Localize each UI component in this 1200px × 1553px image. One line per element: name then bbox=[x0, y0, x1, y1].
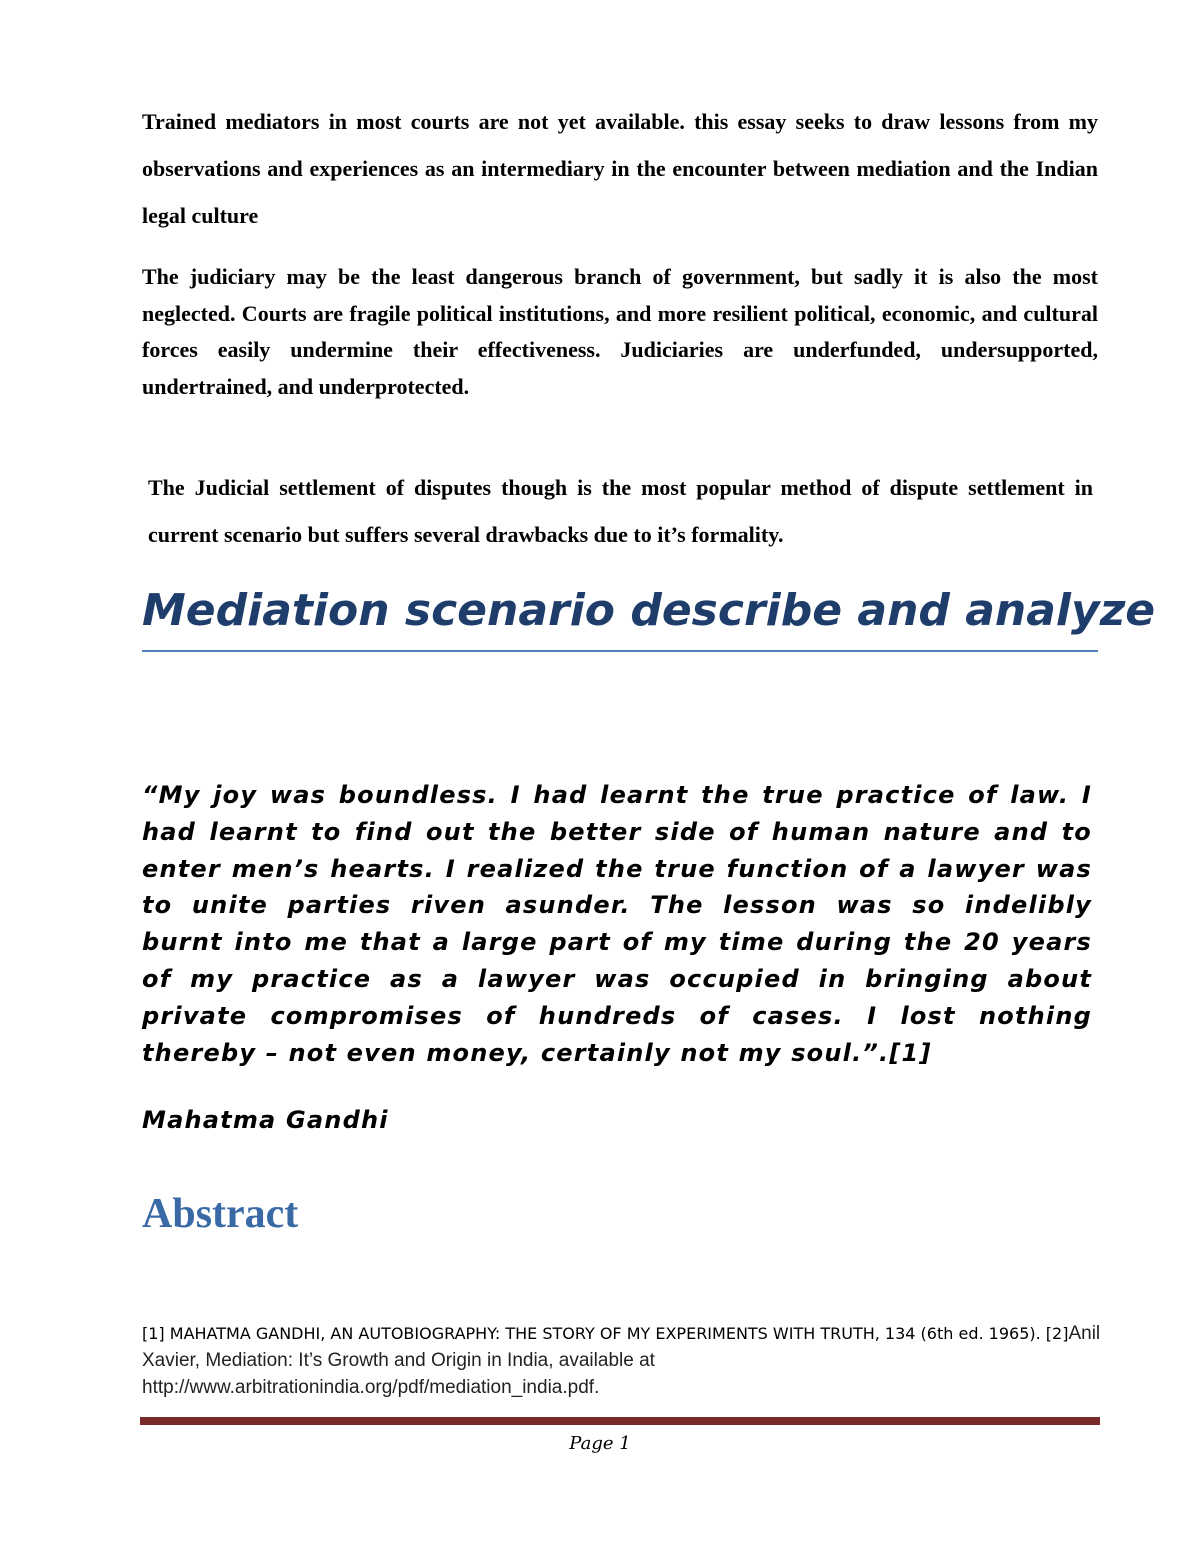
footnote-1-text: MAHATMA GANDHI, AN AUTOBIOGRAPHY: THE STORY OF MY EXPERIMENTS WITH TRUTH, 134 (6th ed. 1965). bbox=[164, 1324, 1041, 1343]
body-paragraph-3: The Judicial settlement of disputes though is the most popular method of dispute settlement in current scenario but suffers several drawbacks due to it’s formality. bbox=[148, 475, 1093, 547]
footer-divider bbox=[140, 1417, 1100, 1425]
footnote-2-marker: [2] bbox=[1040, 1324, 1069, 1343]
body-paragraph-1: Trained mediators in most courts are not yet available. this essay seeks to draw lessons from my observations and experiences as an intermediary in the encounter between mediation and the Indian legal culture bbox=[142, 109, 1098, 228]
footnote-2-end: . bbox=[594, 1377, 600, 1398]
footnote-2-text: Anil Xavier, Mediation: It’s Growth and Origin in India, available at http://www.arbitrationindia.org/pdf/mediation_india.pdf bbox=[142, 1323, 1101, 1398]
abstract-heading: Abstract bbox=[142, 1191, 299, 1237]
section-heading-underline bbox=[142, 650, 1098, 652]
page-number: Page 1 bbox=[569, 1433, 631, 1454]
footnote-1-marker: [1] bbox=[142, 1324, 165, 1343]
gandhi-quote: “My joy was boundless. I had learnt the true practice of law. I had learnt to find out the better side of human nature and to enter men’s hearts. I realized the true function of a lawyer was to unite parties riven asunder. The lesson was so indelibly burnt into me that a large part of my time during the 20 years of my practice as a lawyer was occupied in bringing about private compromises of hundreds of cases. I lost nothing thereby – not even money, certainly not my soul.”.[1] bbox=[142, 781, 1092, 1067]
body-paragraph-2: The judiciary may be the least dangerous branch of government, but sadly it is also the most neglected. Courts are fragile political institutions, and more resilient political, economic, and cultural forces easily undermine their effectiveness. Judiciaries are underfunded, undersupported, undertrained, and underprotected. bbox=[142, 264, 1098, 399]
quote-author: Mahatma Gandhi bbox=[142, 1106, 389, 1134]
footnotes bbox=[142, 1320, 1102, 1401]
section-heading: Mediation scenario describe and analyze bbox=[142, 585, 1156, 636]
